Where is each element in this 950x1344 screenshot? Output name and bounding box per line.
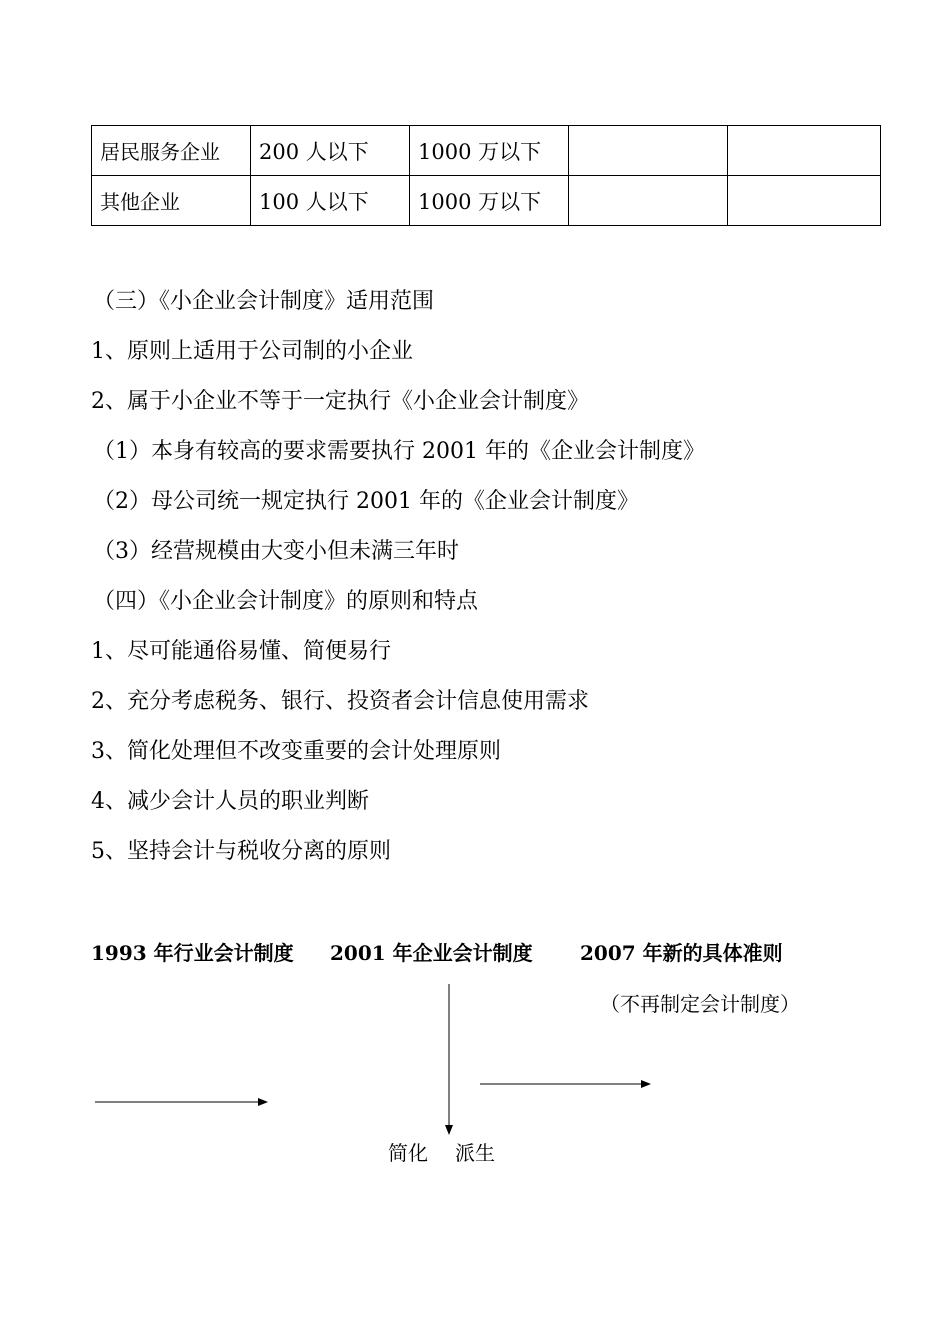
- label-simplify: 简化: [388, 1141, 428, 1165]
- timeline-label-1993: 1993 年行业会计制度: [91, 941, 294, 965]
- list-item: （1）本身有较高的要求需要执行 2001 年的《企业会计制度》: [93, 439, 705, 464]
- table-cell: 1000 万以下: [410, 176, 569, 226]
- list-item: 1、尽可能通俗易懂、简便易行: [91, 639, 391, 664]
- list-item: 3、简化处理但不改变重要的会计处理原则: [91, 739, 501, 764]
- list-item: 2、属于小企业不等于一定执行《小企业会计制度》: [91, 389, 589, 414]
- timeline-label-2007: 2007 年新的具体准则: [580, 941, 783, 965]
- table-cell: 100 人以下: [251, 176, 410, 226]
- list-item: 5、坚持会计与税收分离的原则: [91, 839, 391, 864]
- list-item: （3）经营规模由大变小但未满三年时: [93, 539, 459, 564]
- table-cell: 1000 万以下: [410, 126, 569, 176]
- table-cell: 其他企业: [92, 176, 251, 226]
- table-cell: 居民服务企业: [92, 126, 251, 176]
- label-derive: 派生: [455, 1141, 495, 1165]
- table-cell: 200 人以下: [251, 126, 410, 176]
- list-item: 1、原则上适用于公司制的小企业: [91, 339, 413, 364]
- timeline-note-2007: （不再制定会计制度）: [600, 992, 800, 1016]
- section-heading-principles: （四）《小企业会计制度》的原则和特点: [93, 589, 479, 614]
- timeline-label-2001: 2001 年企业会计制度: [330, 941, 533, 965]
- list-item: （2）母公司统一规定执行 2001 年的《企业会计制度》: [93, 489, 639, 514]
- section-heading-scope: （三）《小企业会计制度》适用范围: [93, 289, 435, 314]
- list-item: 2、充分考虑税务、银行、投资者会计信息使用需求: [91, 689, 589, 714]
- list-item: 4、减少会计人员的职业判断: [91, 789, 369, 814]
